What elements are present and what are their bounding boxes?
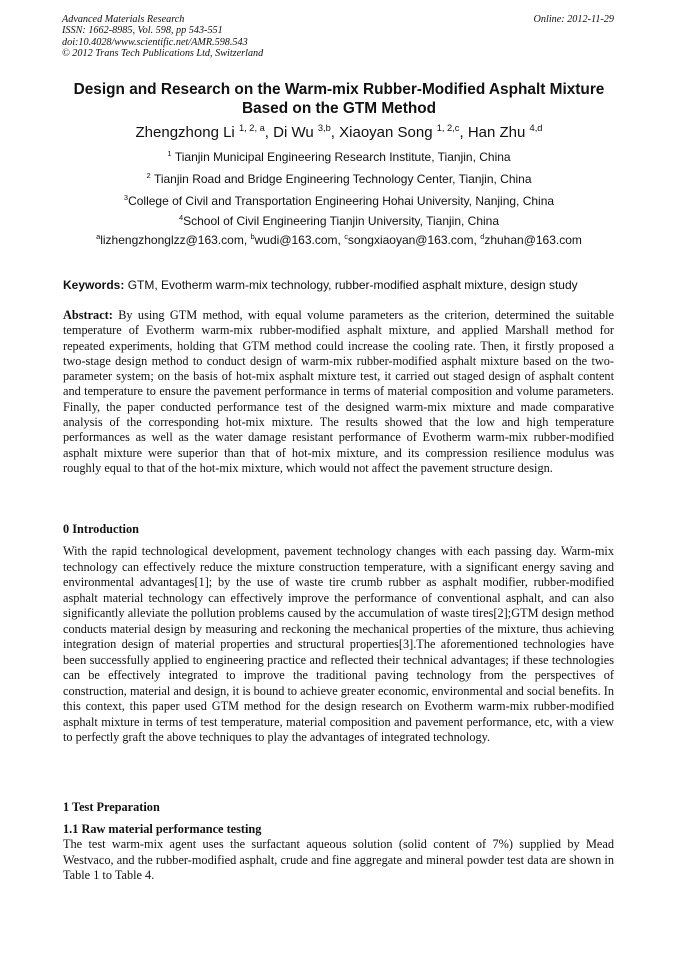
email-marker: c <box>344 232 348 241</box>
raw-material-paragraph: The test warm-mix agent uses the surfactant aqueous solution (solid content of 7%) supplied by Mead Westvaco, and the rubber-modified asphalt, crude and fine aggregate and mineral powder test data are shown in Table 1 to Table 4. <box>63 837 614 882</box>
email-list <box>40 232 638 248</box>
journal-header <box>62 14 614 60</box>
keywords <box>63 277 615 293</box>
affiliation-text: School of Civil Engineering Tianjin University, Tianjin, China <box>183 214 500 228</box>
affiliation <box>40 193 638 209</box>
affiliation <box>40 213 638 229</box>
section-heading-test-preparation: 1 Test Preparation <box>63 800 160 814</box>
affiliation-text: Tianjin Road and Bridge Engineering Technology Center, Tianjin, China <box>153 172 532 186</box>
email-address[interactable]: lizhengzhonglzz@163.com <box>100 233 244 247</box>
author-separator: , <box>264 124 274 141</box>
abstract <box>63 308 614 476</box>
author-affiliation-marker: 3,b <box>317 123 331 133</box>
affiliation-text: Tianjin Municipal Engineering Research Institute, Tianjin, China <box>174 150 511 164</box>
email-marker: d <box>480 232 485 241</box>
introduction-paragraph: With the rapid technological development, pavement technology changes with each passing day. Warm-mix technology can effectively reduce the mixture construction temperature, with a significant energy saving and environmental advantages[1]; by the use of waste tire crumb rubber as asphalt modifier, rubber-modified asphalt material technology can effectively improve the performance of conventional asphalt, and can also significantly alleviate the pollution problems caused by the accumulation of waste tires[2];GTM design method conducts material design by measuring and reckoning the mechanical properties of the mixture, thus achieving integration design of material properties and structural properties[3].The aforementioned technologies have been successfully applied to engineering practice and reflected their technical advantages; if these technologies can be effectively integrated to improve the traditional paving technology from the perspectives of construction, material and design, it is bound to achieve greater economic, environmental and social benefits. In this context, this paper used GTM method for the design research on Evotherm warm-mix rubber-modified asphalt mixture in terms of test temperature, material composition and pavement performance, etc, with a view to perfectly graft the above techniques to play the advantages of integrated technology. <box>63 544 614 744</box>
author-separator: , <box>330 124 340 141</box>
affiliation-marker: 1 <box>167 149 172 158</box>
email-address[interactable]: zhuhan@163.com <box>484 233 582 247</box>
email-separator: , <box>243 233 251 247</box>
affiliation-text: College of Civil and Transportation Engineering Hohai University, Nanjing, China <box>128 194 555 208</box>
keywords-label: Keywords: <box>63 278 125 292</box>
author-name: Zhengzhong Li <box>135 124 235 141</box>
author-affiliation-marker: 4,d <box>529 123 543 133</box>
section-heading-introduction: 0 Introduction <box>63 522 139 536</box>
affiliation-marker: 4 <box>178 213 184 222</box>
keywords-text: GTM, Evotherm warm-mix technology, rubber-modified asphalt mixture, design study <box>124 278 578 292</box>
paper-title <box>40 80 638 118</box>
affiliation <box>40 171 638 187</box>
email-separator: , <box>473 233 481 247</box>
journal-name: Advanced Materials Research <box>62 14 185 25</box>
affiliation <box>40 149 638 165</box>
abstract-text: By using GTM method, with equal volume parameters as the criterion, determined the suitable temperature of Evotherm warm-mix rubber-modified asphalt mixture, and applied Marshall method for repeated experiments, holding that GTM method could increase the cooling rate. Then, it firstly proposed a two-stage design method to conduct design of warm-mix rubber-modified asphalt mixture based on the two-parameter system; on the basis of hot-mix asphalt mixture test, it carried out staged design of asphalt content and temperature to ensure the pavement performance in terms of material composition and volume parameters. Finally, the paper conducted performance test of the designed warm-mix mixture and made comparative analysis of the corresponding hot-mix mixture. The results showed that the low and high temperature performances as well as the water damage resistant performance of Evotherm warm-mix rubber-modified asphalt mixture were superior than that of hot-mix mixture, and its compression resilience modulus was roughly equal to that of the hot-mix mixture, which would not affect the pavement structure design. <box>63 308 614 475</box>
affiliation-marker: 3 <box>123 193 129 202</box>
author-affiliation-marker: 1, 2, a <box>238 123 265 133</box>
affiliation-marker: 2 <box>146 171 151 180</box>
author-name: Xiaoyan Song <box>339 124 433 141</box>
online-date: Online: 2012-11-29 <box>533 14 614 25</box>
email-marker: b <box>250 232 255 241</box>
author-name: Di Wu <box>273 124 314 141</box>
title-line-1: Design and Research on the Warm-mix Rubber-Modified Asphalt Mixture <box>73 81 605 98</box>
author-affiliation-marker: 1, 2,c <box>436 123 460 133</box>
copyright-line: © 2012 Trans Tech Publications Ltd, Switzerland <box>62 48 264 60</box>
author-name: Han Zhu <box>467 124 526 141</box>
title-line-2: Based on the GTM Method <box>241 100 437 117</box>
email-address[interactable]: songxiaoyan@163.com <box>347 233 474 247</box>
author-separator: , <box>459 124 468 141</box>
email-marker: a <box>96 232 101 241</box>
email-address[interactable]: wudi@163.com <box>254 233 338 247</box>
abstract-label: Abstract: <box>63 308 113 322</box>
email-separator: , <box>337 233 345 247</box>
subsection-heading-raw-material: 1.1 Raw material performance testing <box>63 822 262 836</box>
author-list <box>40 123 638 143</box>
doi-line: doi:10.4028/www.scientific.net/AMR.598.543 <box>62 36 248 48</box>
issn-line: ISSN: 1662-8985, Vol. 598, pp 543-551 <box>62 25 223 37</box>
